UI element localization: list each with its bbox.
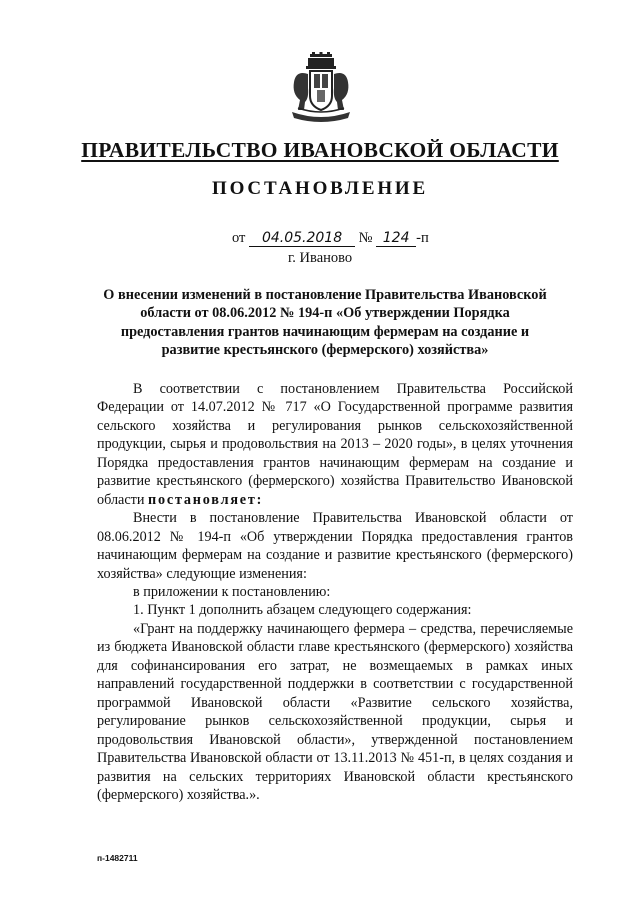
preamble-paragraph: В соответствии с постановлением Правительства Российской Федерации от 14.07.2012 № 717 «О Государственной программе развития сельского хозяйства и регулирования рынков сельскохозяйственной продукции, сырья и продовольствия на 2013 – 2020 годы», в целях уточнения Порядка предоставления грантов начинающим фермерам на создание и развитие крестьянского (фермерского) хозяйства Правительство Ивановской области постановляет: xyxy=(97,381,573,508)
body-paragraph: «Грант на поддержку начинающего фермера – средства, перечисляемые из бюджета Ивановской области главе крестьянского (фермерского) хозяйства для софинансирования его затрат, не возмещаемых в рамках иных направлений государственной поддержки в соответствии с государственной программой Ивановской области «Развитие сельского хозяйства, регулирование рынков сельскохозяйственной продукции, сырья и продовольствия Ивановской области», утвержденной постановлением Правительства Ивановской области от 13.11.2013 № 451-п, в целях создания и развития на сельских территориях Ивановской области крестьянского (фермерского) хозяйства.». xyxy=(97,620,573,803)
document-city: г. Иваново xyxy=(288,250,353,266)
left-supporter-icon xyxy=(294,73,309,110)
resolves-word: постановляет: xyxy=(147,491,264,508)
footer-document-code: п-1482711 xyxy=(97,853,138,863)
from-label: от xyxy=(232,230,246,246)
document-type-heading: ПОСТАНОВЛЕНИЕ xyxy=(212,178,428,199)
coat-of-arms-emblem xyxy=(288,52,354,126)
right-supporter-icon xyxy=(334,73,349,110)
document-number: 124 xyxy=(376,231,416,247)
document-subject: О внесении изменений в постановление Правительства Ивановской области от 08.06.2012 № 194-п «Об утверждении Порядка предоставления грантов начинающим фермерам на создание и развитие крестьянского (фермерского) хозяйства» xyxy=(103,287,547,359)
number-suffix: -п xyxy=(416,230,429,246)
document-date: 04.05.2018 xyxy=(249,231,355,247)
body-paragraph: 1. Пункт 1 дополнить абзацем следующего содержания: xyxy=(133,602,472,619)
document-dateline xyxy=(232,230,429,247)
body-paragraph: Внести в постановление Правительства Ивановской области от 08.06.2012 № 194-п «Об утверждении Порядка предоставления грантов начинающим фермерам на создание и развитие крестьянского (фермерского) хозяйства» следующие изменения: xyxy=(97,510,573,582)
ribbon-icon xyxy=(292,112,350,122)
document-body xyxy=(97,380,573,804)
government-title: ПРАВИТЕЛЬСТВО ИВАНОВСКОЙ ОБЛАСТИ xyxy=(81,138,559,162)
crown-icon xyxy=(306,52,336,69)
number-label: № xyxy=(358,230,373,246)
body-paragraph: в приложении к постановлению: xyxy=(133,583,331,600)
